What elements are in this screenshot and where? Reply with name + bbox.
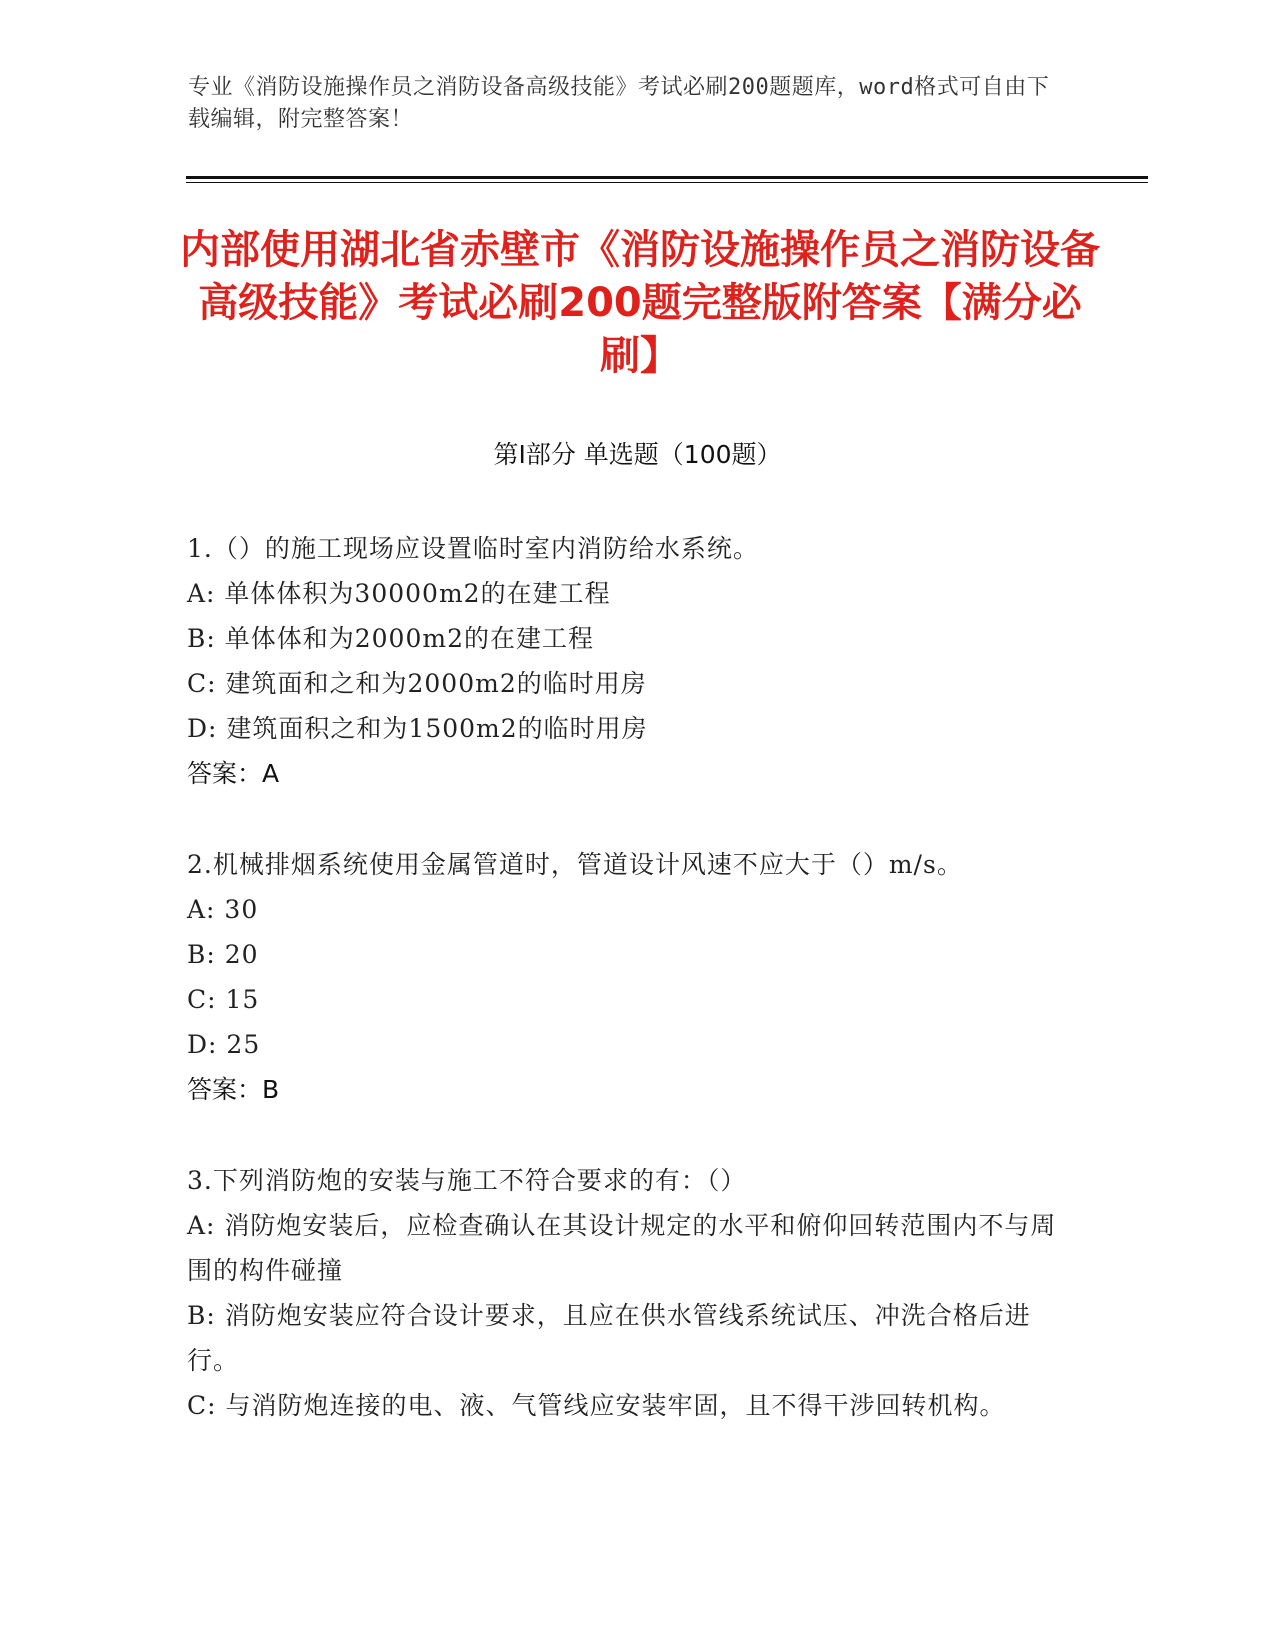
question-list xyxy=(187,526,1067,1474)
option-c: C: 建筑面和之和为2000m2的临时用房 xyxy=(187,669,647,698)
option-b: B: 消防炮安装应符合设计要求，且应在供水管线系统试压、冲洗合格后进行。 xyxy=(187,1301,1031,1375)
question-2 xyxy=(187,842,1067,1112)
answer-line: 答案：B xyxy=(187,1075,280,1104)
question-stem: 3.下列消防炮的安装与施工不符合要求的有：（） xyxy=(187,1166,747,1195)
option-a: A: 30 xyxy=(187,895,259,924)
question-3 xyxy=(187,1158,1067,1428)
option-b: B: 20 xyxy=(187,940,259,969)
answer-line: 答案：A xyxy=(187,759,280,788)
question-stem: 1.（）的施工现场应设置临时室内消防给水系统。 xyxy=(187,534,759,563)
header-divider-thin xyxy=(186,182,1148,183)
option-a: A: 消防炮安装后，应检查确认在其设计规定的水平和俯仰回转范围内不与周围的构件碰撞 xyxy=(187,1211,1057,1285)
option-d: D: 25 xyxy=(187,1030,261,1059)
header-note: 专业《消防设施操作员之消防设备高级技能》考试必刷200题题库，word格式可自由下载编辑，附完整答案！ xyxy=(188,75,1050,132)
document-title: 内部使用湖北省赤壁市《消防设施操作员之消防设备高级技能》考试必刷200题完整版附答案【满分必刷】 xyxy=(180,227,1100,379)
header-divider-thick xyxy=(186,176,1148,179)
section-heading: 第I部分 单选题（100题） xyxy=(493,440,782,469)
option-d: D: 建筑面积之和为1500m2的临时用房 xyxy=(187,714,648,743)
option-c: C: 15 xyxy=(187,985,260,1014)
option-b: B: 单体体和为2000m2的在建工程 xyxy=(187,624,594,653)
option-c: C: 与消防炮连接的电、液、气管线应安装牢固，且不得干涉回转机构。 xyxy=(187,1391,1006,1420)
question-1 xyxy=(187,526,1067,796)
option-a: A: 单体体积为30000m2的在建工程 xyxy=(187,579,611,608)
question-stem: 2.机械排烟系统使用金属管道时，管道设计风速不应大于（）m/s。 xyxy=(187,850,963,879)
